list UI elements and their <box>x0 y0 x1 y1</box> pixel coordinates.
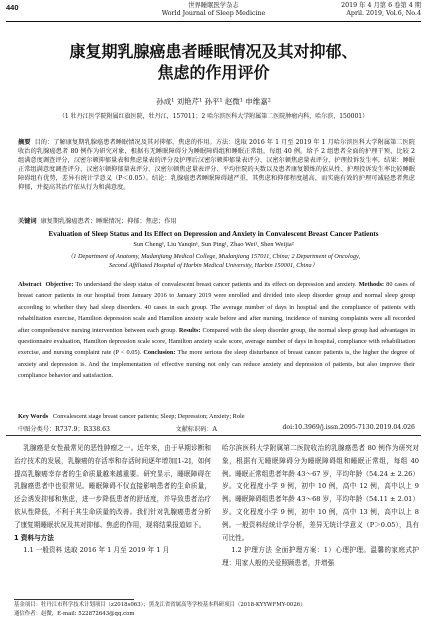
section-heading: 1 资料与方法 <box>14 533 54 542</box>
issue-date-cn: 2019 年 4 月第 6 卷第 4 期 <box>341 2 421 9</box>
header-rule <box>6 21 421 22</box>
document-code: 文献标识码：A <box>175 426 218 433</box>
clc-number: 中图分类号：R737.9；R338.63 <box>18 426 110 433</box>
article-title-line-1: 康复期乳腺癌患者睡眠情况及其对抑郁、 <box>69 42 358 61</box>
doi: doi:10.3969/j.issn.2095-7130.2019.04.026 <box>282 424 415 431</box>
keywords-cn-label: 关键词 <box>18 218 37 225</box>
article-title-en: Evaluation of Sleep Status and Its Effect on Depression and Anxiety in Convalescent Breast Cancer Patients <box>48 230 379 238</box>
methods-text: 80 cases of breast cancer patients in our hospital from January 2016 to January 2019 were enrolled and divided into sleep disorder group and normal sleep group according to whether they had sleep disorders. 40 cases in each group. The average number of days in hospital and the compliance of patients with rehabilitation exercise, Hamilton depression scale and Hamilton anxiety scale before and after nursing, incidence of nursing complaints were all recorded after comprehensive nursing intervention between each group. <box>18 281 416 334</box>
subsection-paragraph: 1.1 一般资料 选取 2016 年 1 月至 2019 年 1 月 <box>23 546 170 555</box>
objective-label: Objective: <box>45 281 74 288</box>
affiliation-en <box>0 253 427 270</box>
contact-note: 通信作者：赵微，E-mail: 522872643@qq.com <box>14 611 135 617</box>
author-list-en: Sun Cheng¹, Liu Yanqin¹, Sun Ping¹, Zhao Wei¹, Shen Weijia² <box>133 241 294 248</box>
keywords-en <box>18 413 415 420</box>
objective-text: To understand the sleep status of convalescent breast cancer patients and its effect on depression and anxiety. <box>75 281 357 288</box>
section-rule <box>6 435 421 436</box>
abstract-en <box>18 279 415 382</box>
results-label: Results: <box>178 326 201 334</box>
affiliation-en-line-1: （1 Department of Anatomy, Mudanjiang Medical College, Mudanjiang 157011, China; 2 Department of Oncology, <box>66 253 361 260</box>
body-column-left <box>14 442 211 557</box>
keywords-en-label: Key Words <box>18 413 49 420</box>
keywords-cn-text: 康复期乳腺癌患者；睡眠情况；抑郁；焦虑；作用 <box>40 218 177 225</box>
abstract-cn-text: 目的：了解康复期乳腺癌患者睡眠情况及其对抑郁、焦虑的作用。方法：选取 2016 年 1 月至 2019 年 1 月哈尔滨医科大学附属第二医院收治的乳腺癌患者 80 例作为研究对象，根据有无睡眠障碍分为睡眠障碍组和睡眠正常组，每组 40 例。给予 2 组患者全面的护理干预，比较 2 组满意度调查评分，汉密尔顿抑郁量表和焦虑量表的评分及护理后汉密尔顿抑郁量表评分、汉密尔顿焦虑量表评分，护理投诉发生率。结果：睡眠正常组满意度调查评分、汉密尔顿抑郁量表评分、汉密尔顿焦虑量表评分、平均住院的天数以及患者康复锻炼的依从性、护理投诉发生率比较睡眠障碍组有优势，差异有统计学意义（P＜0.05）。结论：乳腺癌患者睡眠障碍越严重，其焦虑和抑郁程度越高，而实施有效的护理可减轻患者焦虑抑郁，并提高其治疗依从行为和满意度。 <box>18 139 415 191</box>
article-title <box>0 41 427 83</box>
keywords-cn <box>18 216 415 225</box>
affiliation-en-line-2: Second Affiliated Hospital of Harbin Medical University, Harbin 150001, China） <box>109 261 318 269</box>
footnote <box>14 601 415 619</box>
results-text: Compared with the sleep disorder group, the normal sleep group had advantages in questionnaire evaluation, Hamilton depression scale score, Hamilton anxiety scale score, average number of days in hospital, compliance with rehabilitation exercise, and nursing complaint rate (P < 0.05). <box>18 326 415 357</box>
body-paragraph: 乳腺癌是女性最常见的恶性肿瘤之一。近年来，由于早期诊断和治疗技术的发展，乳腺癌的存活率和存活时间逐年增加[1-2]，如何提高乳腺癌幸存者的生命质量越来越重要。研究显示，睡眠障碍在乳腺癌患者中也很常见。睡眠障碍不仅直接影响患者的生命质量，还会诱发抑郁和焦虑，进一步降低患者的舒适度，并导致患者治疗依从性降低，不利于其生命质量的改善。我们针对乳腺癌患者分析了康复期睡眠状况及其对抑郁、焦虑的作用，现将结果报道如下。 <box>14 444 211 529</box>
conclusion-text: The more serious the sleep disturbance of breast cancer patients is, the higher the degree of anxiety and depression is. And the implementation of effective nursing not only can reduce anxiety and depression of patients, but also improve their compliance behavior and satisfaction. <box>18 349 415 380</box>
issue-info <box>341 2 421 17</box>
abstract-en-label: Abstract <box>18 281 42 288</box>
article-title-line-2: 焦虑的作用评价 <box>157 63 270 82</box>
subsection-paragraph: 1.2 护理方法 全面护理方案：1）心理护理。温馨的家庭式护理：用家人般的关爱照顾患者，并增强 <box>222 546 419 568</box>
issue-date-en: April. 2019, Vol.6, No.4 <box>346 9 421 17</box>
classification-line <box>18 424 415 433</box>
keywords-en-text: Convalescent stage breast cancer patients; Sleep; Depression; Anxiety; Role <box>52 413 245 420</box>
methods-label: Methods: <box>358 281 385 288</box>
journal-name-cn: 世界睡眠医学杂志 <box>188 2 239 9</box>
abstract-cn <box>18 139 415 192</box>
running-header <box>6 2 421 20</box>
journal-name-en: World Journal of Sleep Medicine <box>161 9 266 17</box>
footnote-rule <box>14 599 134 600</box>
affiliation: （1 牡丹江医学院附属红旗医院，牡丹江，157011；2 哈尔滨医科大学附属第二医院肿瘤内科，哈尔滨，150001） <box>58 113 369 120</box>
body-paragraph: 哈尔滨医科大学附属第二医院收治的乳腺癌患者 80 例作为研究对象，根据有无睡眠障碍分为睡眠障碍组和睡眠正常组，每组 40 例。睡眠正常组患者年龄 43～67 岁，平均年龄（54.24 ± 2.26）岁。文化程度小学 9 例，初中 10 例，高中 12 例，高中以上 9 例。睡眠障碍组患者年龄 43～68 岁，平均年龄（54.11 ± 2.01）岁。文化程度小学 9 例，初中 10 例，高中 13 例，高中以上 8 例。一般资料经统计学分析，差异无统计学意义（P＞0.05），具有可比性。 <box>222 444 419 542</box>
fund-note: 基金项目：牡丹江市科学技术计划项目（z2018s063）；黑龙江省省属高等学校基本科研项目（2018-KYYWFMY-0026） <box>14 602 306 608</box>
author-list: 孙成¹ 刘艳芹¹ 孙平¹ 赵微¹ 申维嘉² <box>156 97 271 106</box>
conclusion-label: Conclusion: <box>143 349 176 357</box>
abstract-cn-label: 摘要 <box>18 139 31 146</box>
body-column-right <box>222 442 419 570</box>
page-number: 440 <box>6 3 19 12</box>
